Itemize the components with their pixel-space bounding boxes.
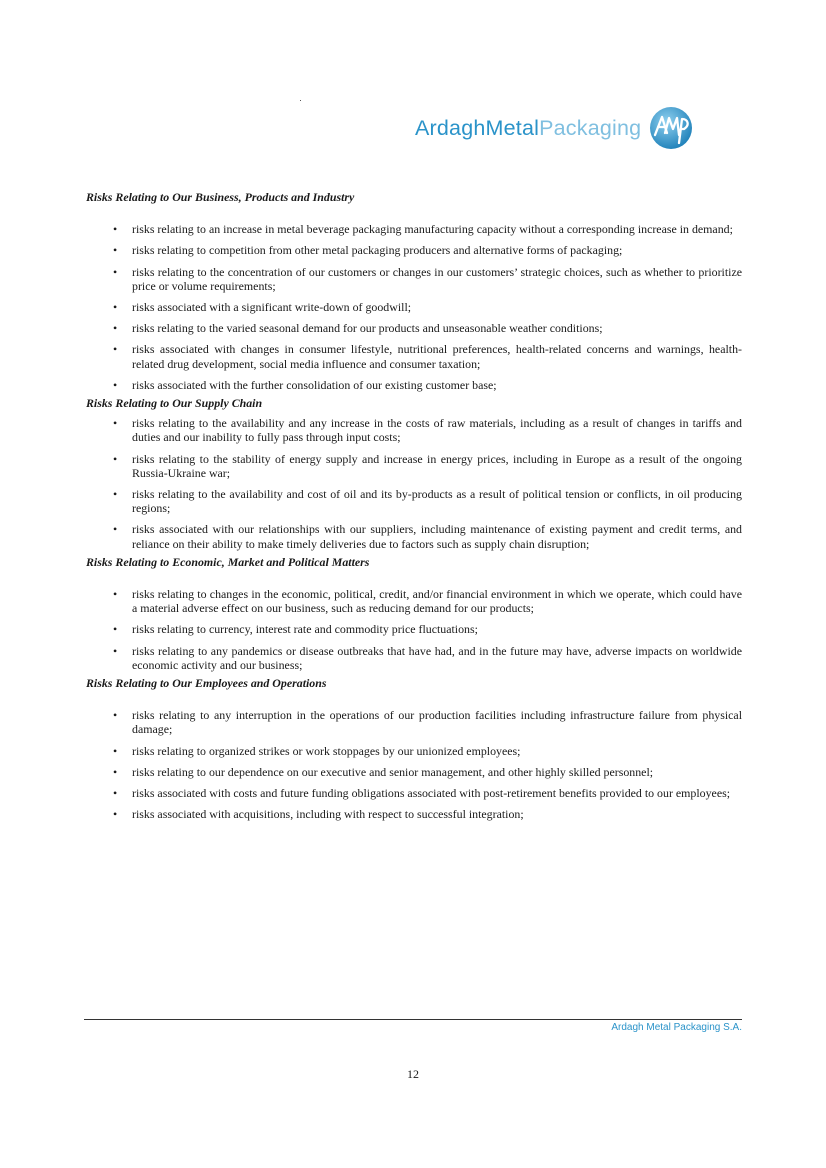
list-item [86,265,742,293]
bullet-icon: • [113,321,118,336]
bullet-list [86,416,742,551]
bullet-icon: • [113,377,118,392]
list-item-text: risks relating to an increase in metal beverage packaging manufacturing capacity without a corresponding increase in demand; [132,222,733,237]
list-item [86,622,742,636]
bullet-list [86,587,742,672]
list-item-text: risks relating to any interruption in the operations of our production facilities including infrastructure failure from physical damage; [132,708,742,737]
section-heading: Risks Relating to Our Employees and Operations [86,676,327,691]
list-item-text: risks relating to currency, interest rate and commodity price fluctuations; [132,622,478,637]
bullet-icon: • [113,222,118,237]
bullet-icon: • [113,743,118,758]
list-item-text: risks relating to the varied seasonal demand for our products and unseasonable weather conditions; [132,321,603,336]
list-item [86,342,742,370]
section-employees-operations [86,676,742,821]
list-item [86,786,742,800]
stray-mark [300,100,301,101]
list-item [86,243,742,257]
list-item [86,300,742,314]
list-item [86,708,742,736]
bullet-icon: • [113,522,118,537]
footer-company-name: Ardagh Metal Packaging S.A. [611,1022,742,1033]
list-item [86,522,742,550]
list-item-text: risks associated with costs and future funding obligations associated with post-retirement benefits provided to our employees; [132,786,731,801]
list-item [86,487,742,515]
list-item-text: risks relating to the stability of energy supply and increase in energy prices, including in Europe as a result of the ongoing Russia-Ukraine war; [132,451,742,480]
section-heading: Risks Relating to Our Business, Products and Industry [86,190,355,204]
list-item-text: risks relating to the concentration of our customers or changes in our customers’ strategic choices, such as whether to prioritize price or volume requirements; [132,264,742,293]
list-item [86,416,742,444]
list-item-text: risks associated with changes in consumer lifestyle, nutritional preferences, health-related concerns and warnings, health-related drug development, social media influence and consumer taxation; [132,342,742,371]
list-item-text: risks relating to our dependence on our executive and senior management, and other highly skilled personnel; [132,764,654,779]
bullet-icon: • [113,487,118,502]
list-item [86,222,742,236]
footer-divider [84,1019,742,1020]
list-item-text: risks associated with acquisitions, including with respect to successful integration; [132,807,524,822]
list-item [86,378,742,392]
list-item-text: risks relating to changes in the economic, political, credit, and/or financial environment in which we operate, which could have a material adverse effect on our business, such as reducing demand for our products; [132,587,742,616]
bullet-icon: • [113,342,118,357]
logo-word-ardagh: Ardagh [415,115,486,140]
page-number: 12 [407,1067,419,1081]
bullet-icon: • [113,587,118,602]
bullet-icon: • [113,643,118,658]
section-supply-chain [86,396,742,551]
list-item [86,807,742,821]
bullet-icon: • [113,416,118,431]
bullet-list [86,708,742,821]
list-item-text: risks relating to competition from other metal packaging producers and alternative forms of packaging; [132,243,623,258]
bullet-icon: • [113,764,118,779]
bullet-icon: • [113,264,118,279]
bullet-icon: • [113,807,118,822]
logo-wordmark [415,116,641,141]
list-item-text: risks relating to organized strikes or work stoppages by our unionized employees; [132,743,521,758]
list-item [86,587,742,615]
list-item-text: risks relating to the availability and any increase in the costs of raw materials, including as a result of changes in tariffs and duties and our inability to fully pass through input costs; [132,416,742,445]
amp-emblem-icon [648,105,694,151]
bullet-list [86,222,742,392]
bullet-icon: • [113,243,118,258]
bullet-icon: • [113,786,118,801]
list-item-text: risks associated with the further consolidation of our existing customer base; [132,377,497,392]
section-business-products-industry [86,190,742,392]
bullet-icon: • [113,300,118,315]
list-item-text: risks associated with a significant write-down of goodwill; [132,300,412,315]
section-heading: Risks Relating to Economic, Market and Political Matters [86,554,370,569]
bullet-icon: • [113,708,118,723]
bullet-icon: • [113,451,118,466]
list-item [86,452,742,480]
list-item [86,321,742,335]
logo-word-metal: Metal [485,115,540,140]
list-item-text: risks relating to the availability and cost of oil and its by-products as a result of political tension or conflicts, in oil producing regions; [132,487,742,516]
section-economic-market-political [86,555,742,672]
logo-word-packaging: Packaging [539,115,642,140]
company-logo [415,104,694,152]
list-item [86,765,742,779]
list-item [86,744,742,758]
risk-factors-content [86,190,742,822]
list-item [86,644,742,672]
list-item-text: risks relating to any pandemics or disease outbreaks that have had, and in the future may have, adverse impacts on worldwide economic activity and our business; [132,643,742,672]
bullet-icon: • [113,622,118,637]
list-item-text: risks associated with our relationships with our suppliers, including maintenance of existing payment and credit terms, and reliance on their ability to make timely deliveries due to factors such as supply chain disruption; [132,522,742,551]
section-heading: Risks Relating to Our Supply Chain [86,396,263,411]
